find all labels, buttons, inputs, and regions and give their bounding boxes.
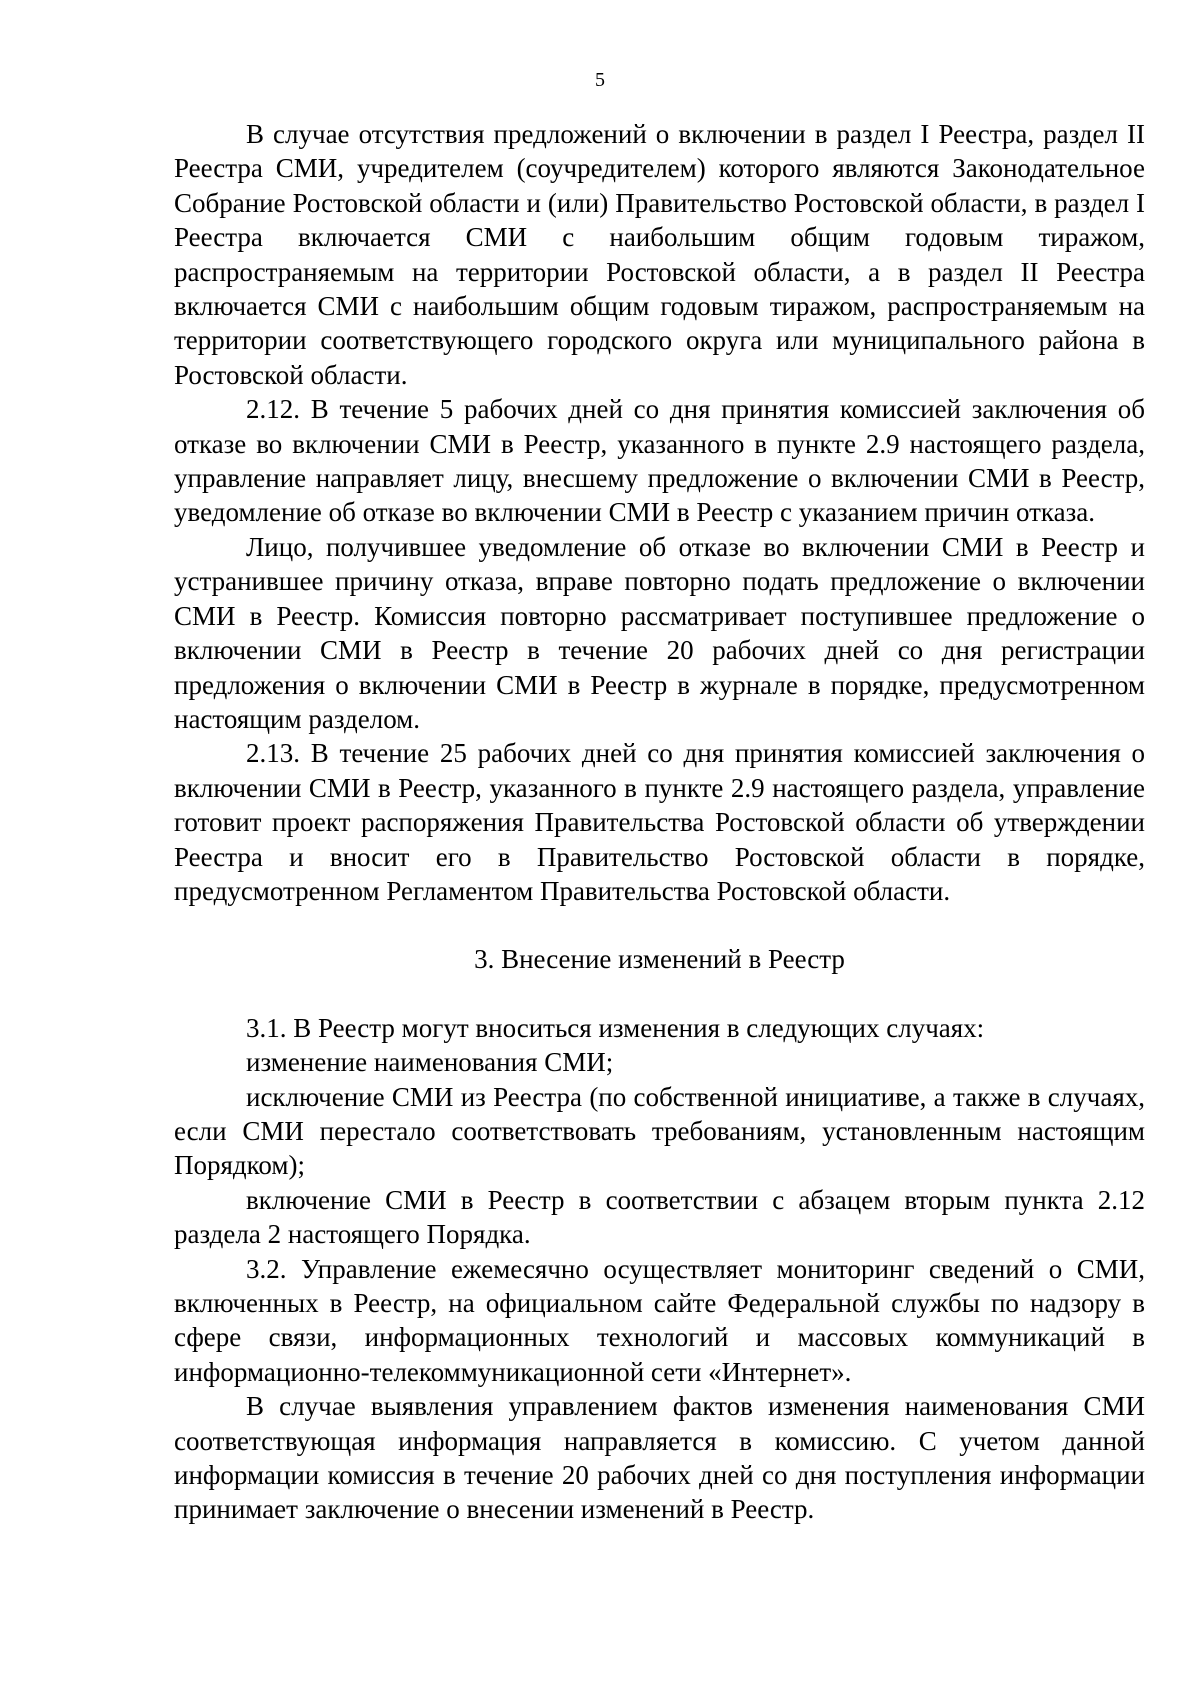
paragraph-2-13: 2.13. В течение 25 рабочих дней со дня принятия комиссией заключения о включении СМИ в Реестр, указанного в пункте 2.9 настоящего раздела, управление готовит проект распоряжения Правительства Ростовской области об утверждении Реестра и вносит его в Правительство Ростовской области в порядке, предусмотренном Регламентом Правительства Ростовской области. <box>174 738 1145 906</box>
document-body <box>174 117 1145 1527</box>
list-item-exclusion: исключение СМИ из Реестра (по собственной инициативе, а также в случаях, если СМИ перестало соответствовать требованиям, установленным настоящим Порядком); <box>174 1081 1145 1181</box>
paragraph-3-2: 3.2. Управление ежемесячно осуществляет мониторинг сведений о СМИ, включенных в Реестр, на официальном сайте Федеральной службы по надзору в сфере связи, информационных технологий и массовых коммуникаций в информационно-телекоммуникационной сети «Интернет». <box>174 1253 1145 1387</box>
paragraph-absence-of-proposals: В случае отсутствия предложений о включении в раздел I Реестра, раздел II Реестра СМИ, учредителем (соучредителем) которого являются Законодательное Собрание Ростовской области и (или) Правительство Ростовской области, в раздел I Реестра включается СМИ с наибольшим общим годовым тиражом, распространяемым на территории Ростовской области, а в раздел II Реестра включается СМИ с наибольшим общим годовым тиражом, распространяемым на территории соответствующего городского округа или муниципального района в Ростовской области. <box>174 119 1145 390</box>
paragraph-name-change-detection: В случае выявления управлением фактов изменения наименования СМИ соответствующая информация направляется в комиссию. С учетом данной информации комиссия в течение 20 рабочих дней со дня поступления информации принимает заключение о внесении изменений в Реестр. <box>174 1391 1145 1525</box>
paragraph-2-12: 2.12. В течение 5 рабочих дней со дня принятия комиссией заключения об отказе во включении СМИ в Реестр, указанного в пункте 2.9 настоящего раздела, управление направляет лицу, внесшему предложение о включении СМИ в Реестр, уведомление об отказе во включении СМИ в Реестр с указанием причин отказа. <box>174 394 1145 528</box>
section-heading-3: 3. Внесение изменений в Реестр <box>474 944 845 975</box>
paragraph-3-1: 3.1. В Реестр могут вноситься изменения в следующих случаях: <box>246 1012 985 1043</box>
list-item-name-change: изменение наименования СМИ; <box>246 1047 614 1078</box>
list-item-inclusion: включение СМИ в Реестр в соответствии с абзацем вторым пункта 2.12 раздела 2 настоящего Порядка. <box>174 1184 1145 1250</box>
paragraph-repeat-submission: Лицо, получившее уведомление об отказе во включении СМИ в Реестр и устранившее причину отказа, вправе повторно подать предложение о включении СМИ в Реестр. Комиссия повторно рассматривает поступившее предложение о включении СМИ в Реестр в течение 20 рабочих дней со дня регистрации предложения о включении СМИ в Реестр в журнале в порядке, предусмотренном настоящим разделом. <box>174 531 1145 734</box>
page-number: 5 <box>595 69 605 91</box>
